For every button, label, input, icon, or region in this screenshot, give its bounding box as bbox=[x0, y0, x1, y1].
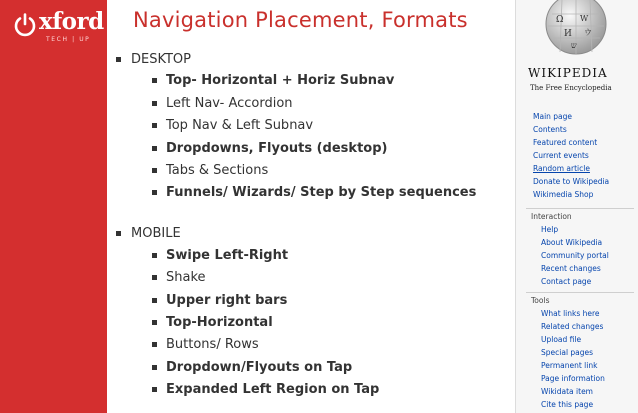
list-item: Funnels/ Wizards/ Step by Step sequences bbox=[152, 185, 476, 200]
wiki-link[interactable]: Donate to Wikipedia bbox=[533, 177, 610, 186]
wiki-link[interactable]: Contents bbox=[533, 125, 567, 134]
bullet-square-icon bbox=[152, 320, 157, 325]
wiki-link[interactable]: Upload file bbox=[541, 335, 582, 344]
bullet-square-icon bbox=[152, 253, 157, 258]
wiki-link[interactable]: Recent changes bbox=[541, 264, 601, 273]
svg-text:Ω: Ω bbox=[556, 15, 564, 25]
brand-name: xford bbox=[39, 8, 104, 35]
wiki-heading-interaction[interactable]: Interaction bbox=[531, 212, 572, 221]
bullet-square-icon bbox=[152, 342, 157, 347]
bullet-square-icon bbox=[152, 190, 157, 195]
wiki-link[interactable]: Random article bbox=[533, 164, 590, 173]
list-item: Top- Horizontal + Horiz Subnav bbox=[152, 73, 394, 88]
divider bbox=[526, 208, 634, 209]
bullet-square-icon bbox=[152, 387, 157, 392]
section-desktop: DESKTOP bbox=[116, 52, 191, 67]
wiki-link[interactable]: Featured content bbox=[533, 138, 598, 147]
wikipedia-globe-icon bbox=[542, 0, 610, 60]
wiki-link[interactable]: Current events bbox=[533, 151, 589, 160]
wiki-link[interactable]: Related changes bbox=[541, 322, 604, 331]
brand-tagline: TECH | UP bbox=[46, 36, 91, 43]
bullet-square-icon bbox=[152, 365, 157, 370]
bullet-square-icon bbox=[152, 78, 157, 83]
power-icon bbox=[12, 12, 38, 38]
wiki-link[interactable]: About Wikipedia bbox=[541, 238, 603, 247]
wiki-link[interactable]: Contact page bbox=[541, 277, 592, 286]
wiki-link[interactable]: Wikidata item bbox=[541, 387, 593, 396]
bullet-square-icon bbox=[116, 57, 121, 62]
svg-text:ウ: ウ bbox=[584, 28, 592, 37]
section-mobile: MOBILE bbox=[116, 226, 181, 241]
list-item: Shake bbox=[152, 270, 206, 285]
list-item: Swipe Left-Right bbox=[152, 248, 288, 263]
wikipedia-wordmark: WIKIPEDIA bbox=[528, 66, 608, 80]
slide-title: Navigation Placement, Formats bbox=[133, 8, 468, 32]
wiki-heading-tools[interactable]: Tools bbox=[531, 296, 550, 305]
wikipedia-sidebar bbox=[515, 0, 638, 413]
list-item: Top Nav & Left Subnav bbox=[152, 118, 313, 133]
wiki-link[interactable]: Page information bbox=[541, 374, 605, 383]
list-item: Top-Horizontal bbox=[152, 315, 273, 330]
wiki-link[interactable]: Help bbox=[541, 225, 559, 234]
wiki-link[interactable]: Special pages bbox=[541, 348, 594, 357]
list-item: Dropdowns, Flyouts (desktop) bbox=[152, 141, 387, 156]
list-item: Buttons/ Rows bbox=[152, 337, 259, 352]
svg-text:W: W bbox=[580, 14, 589, 23]
wiki-link[interactable]: Cite this page bbox=[541, 400, 594, 409]
list-item: Tabs & Sections bbox=[152, 163, 268, 178]
wiki-link[interactable]: Permanent link bbox=[541, 361, 598, 370]
oxford-logo[interactable] bbox=[12, 10, 102, 46]
bullet-square-icon bbox=[152, 168, 157, 173]
bullet-square-icon bbox=[152, 146, 157, 151]
bullet-square-icon bbox=[152, 123, 157, 128]
divider bbox=[526, 292, 634, 293]
wiki-link[interactable]: Community portal bbox=[541, 251, 609, 260]
svg-text:ש: ש bbox=[571, 41, 577, 50]
bullet-square-icon bbox=[152, 275, 157, 280]
wiki-link[interactable]: Wikimedia Shop bbox=[533, 190, 594, 199]
svg-text:И: И bbox=[564, 29, 572, 39]
bullet-square-icon bbox=[116, 231, 121, 236]
bullet-square-icon bbox=[152, 101, 157, 106]
bullet-square-icon bbox=[152, 298, 157, 303]
list-item: Left Nav- Accordion bbox=[152, 96, 293, 111]
list-item: Upper right bars bbox=[152, 293, 287, 308]
list-item: Expanded Left Region on Tap bbox=[152, 382, 379, 397]
wiki-link[interactable]: What links here bbox=[541, 309, 600, 318]
wikipedia-tagline: The Free Encyclopedia bbox=[530, 84, 612, 92]
list-item: Dropdown/Flyouts on Tap bbox=[152, 360, 352, 375]
brand-bar bbox=[0, 0, 107, 413]
wiki-link[interactable]: Main page bbox=[533, 112, 573, 121]
